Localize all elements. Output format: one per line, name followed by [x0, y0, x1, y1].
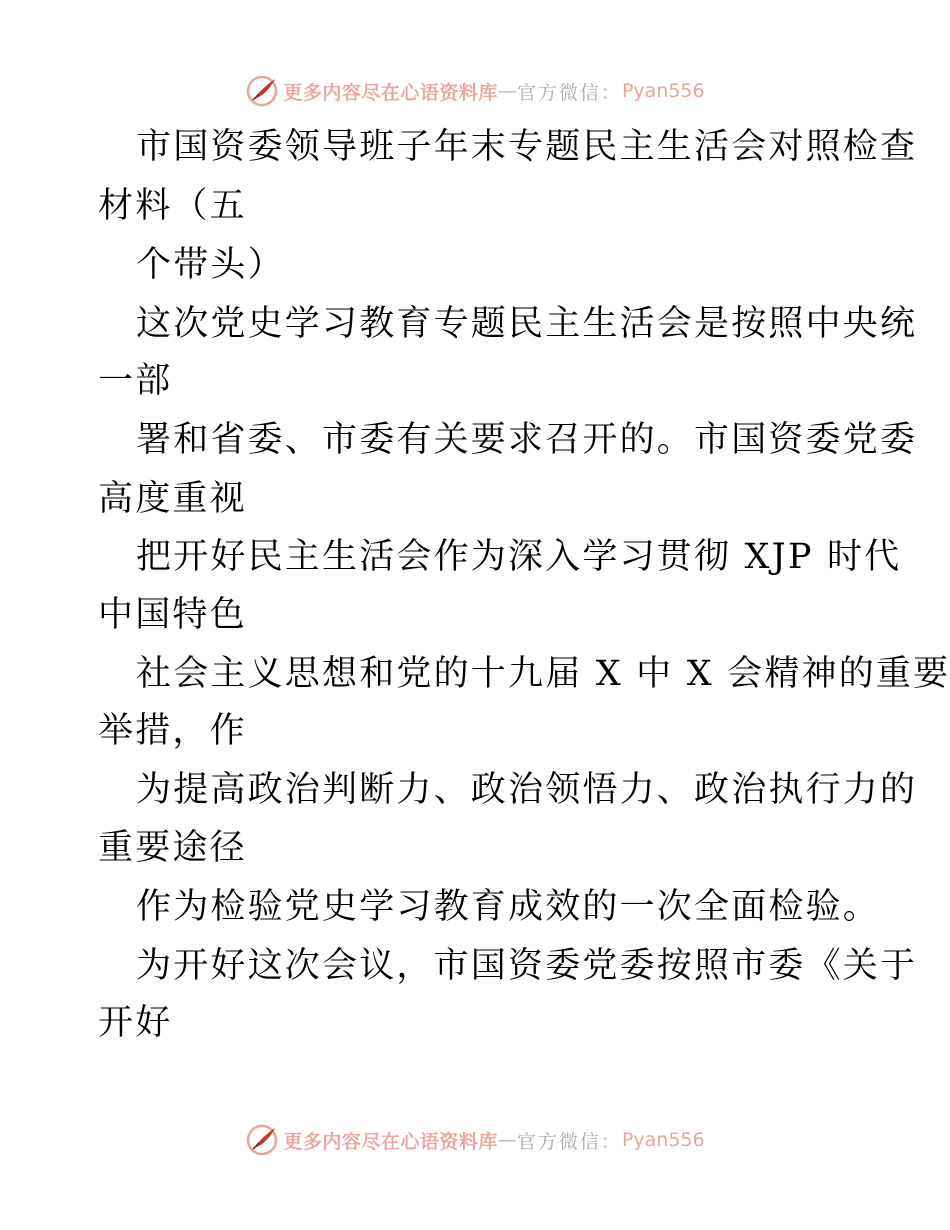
banner-dash: —: [497, 80, 517, 102]
footer-banner: [0, 1120, 950, 1160]
banner-wechat-id: Pyan556: [621, 1129, 705, 1151]
doc-text-line: 为提高政治判断力、政治领悟力、政治执行力的: [136, 770, 918, 810]
banner-brand-text: 更多内容尽在心语资料库: [283, 81, 498, 104]
doc-text-line: 开好: [98, 1003, 173, 1043]
doc-title-line-3: 个带头）: [136, 245, 285, 285]
doc-text-line: 举措，作: [98, 711, 247, 751]
header-banner: [0, 71, 950, 111]
doc-title-line-2: 材料（五: [98, 186, 247, 226]
doc-text-line: 作为检验党史学习教育成效的一次全面检验。: [136, 887, 881, 927]
doc-text-line: 把开好民主生活会作为深入学习贯彻 XJP 时代: [136, 537, 902, 577]
doc-text-line: 为开好这次会议，市国资委党委按照市委《关于: [136, 946, 918, 986]
doc-text-line: 一部: [98, 361, 173, 401]
banner-wechat-label: 官方微信：: [516, 81, 622, 104]
doc-text-line: 这次党史学习教育专题民主生活会是按照中央统: [136, 304, 918, 344]
doc-text-line: 高度重视: [98, 479, 247, 519]
banner-brand-text: 更多内容尽在心语资料库: [283, 1130, 498, 1153]
banner-dash: —: [497, 1129, 517, 1151]
doc-text-line: 署和省委、市委有关要求召开的。市国资委党委: [136, 420, 918, 460]
doc-title-line-1: 市国资委领导班子年末专题民主生活会对照检查: [136, 127, 918, 167]
feather-pen-seal-icon: [245, 1123, 279, 1157]
doc-text-line: 中国特色: [98, 595, 247, 635]
banner-wechat-id: Pyan556: [621, 80, 705, 102]
doc-text-line: 社会主义思想和党的十九届 X 中 X 会精神的重要: [136, 654, 950, 694]
doc-text-line: 重要途径: [98, 828, 247, 868]
feather-pen-seal-icon: [245, 74, 279, 108]
banner-wechat-label: 官方微信：: [516, 1130, 622, 1153]
